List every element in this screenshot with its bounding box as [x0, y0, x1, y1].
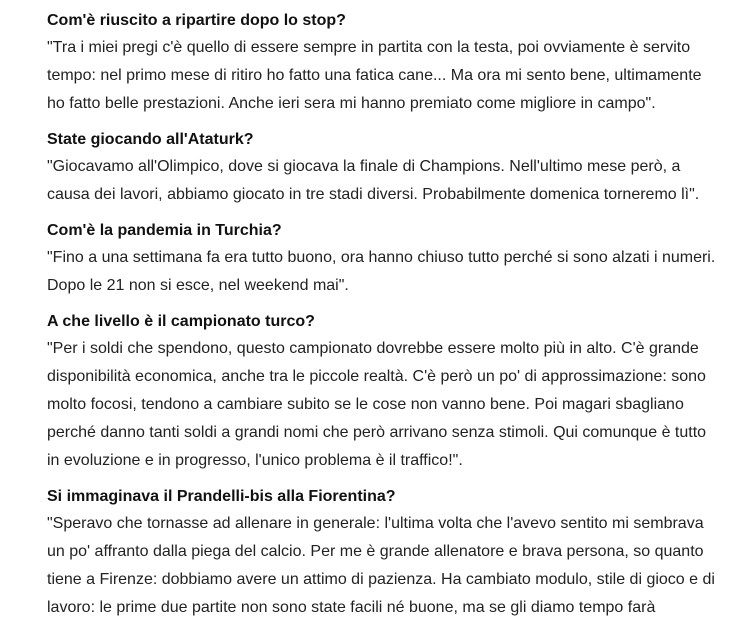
- interview-question: A che livello è il campionato turco?: [47, 313, 315, 330]
- interview-question: State giocando all'Ataturk?: [47, 131, 254, 148]
- interview-answer: "Tra i miei pregi c'è quello di essere sempre in partita con la testa, poi ovviamente è servito tempo: nel primo mese di ritiro ho fatto una fatica cane... Ma ora mi sento bene, ultimamente ho fatto belle prestazioni. Anche ieri sera mi hanno premiato come migliore in campo".: [47, 39, 702, 112]
- interview-article: [47, 10, 719, 633]
- interview-answer: "Fino a una settimana fa era tutto buono, ora hanno chiuso tutto perché si sono alzati i numeri. Dopo le 21 non si esce, nel weekend mai".: [47, 249, 716, 294]
- qa-block: [47, 10, 719, 118]
- qa-block: [47, 220, 719, 300]
- interview-answer: "Giocavamo all'Olimpico, dove si giocava la finale di Champions. Nell'ultimo mese però, a causa dei lavori, abbiamo giocato in tre stadi diversi. Probabilmente domenica torneremo lì".: [47, 158, 700, 203]
- qa-block: [47, 311, 719, 475]
- interview-question: Si immaginava il Prandelli-bis alla Fiorentina?: [47, 488, 396, 505]
- interview-answer: "Per i soldi che spendono, questo campionato dovrebbe essere molto più in alto. C'è grande disponibilità economica, anche tra le piccole realtà. C'è però un po' di approssimazione: sono molto focosi, tendono a cambiare subito se le cose non vanno bene. Poi magari sbagliano perché danno tanti soldi a grandi nomi che però arrivano senza stimoli. Qui comunque è tutto in evoluzione e in progresso, l'unico problema è il traffico!".: [47, 340, 707, 469]
- interview-question: Com'è riuscito a ripartire dopo lo stop?: [47, 12, 346, 29]
- interview-answer: "Speravo che tornasse ad allenare in generale: l'ultima volta che l'avevo sentito mi sembrava un po' affranto dalla piega del calcio. Per me è grande allenatore e brava persona, so quanto tiene a Firenze: dobbiamo avere un attimo di pazienza. Ha cambiato modulo, stile di gioco e di lavoro: le prime due partite non sono state facili né buone, ma se gli diamo tempo farà: [47, 515, 715, 616]
- qa-block: [47, 486, 719, 622]
- qa-block: [47, 129, 719, 209]
- interview-question: Com'è la pandemia in Turchia?: [47, 222, 282, 239]
